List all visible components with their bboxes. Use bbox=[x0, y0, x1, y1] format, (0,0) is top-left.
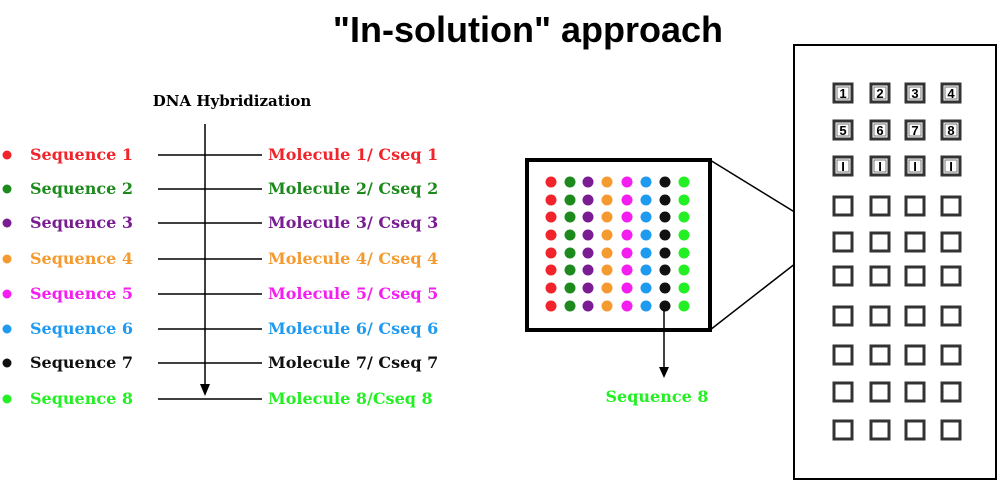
plate-well bbox=[942, 421, 960, 439]
molecule-label: Molecule 7/ Cseq 7 bbox=[268, 353, 439, 372]
zoomed-well bbox=[527, 160, 710, 330]
plate-well bbox=[834, 157, 852, 175]
well-label: 8 bbox=[947, 123, 955, 138]
bead-dot bbox=[602, 230, 613, 241]
bead-dot bbox=[622, 265, 633, 276]
plate-well bbox=[906, 346, 924, 364]
bead-dot bbox=[622, 301, 633, 312]
bead-dot bbox=[546, 248, 557, 259]
bead-dot bbox=[660, 230, 671, 241]
bead-dot bbox=[641, 195, 652, 206]
sequence-dot bbox=[3, 151, 12, 160]
plate-well bbox=[942, 157, 960, 175]
well-label: 4 bbox=[947, 86, 955, 101]
sequence-row bbox=[3, 249, 439, 268]
bead-dot bbox=[602, 265, 613, 276]
plate-well bbox=[906, 421, 924, 439]
plate-well bbox=[834, 84, 852, 102]
well-label: 2 bbox=[876, 86, 884, 101]
sequence-dot bbox=[3, 395, 12, 404]
bead-dot bbox=[641, 177, 652, 188]
plate-well bbox=[834, 346, 852, 364]
bead-dot bbox=[641, 230, 652, 241]
well-label: I bbox=[878, 159, 882, 174]
well-label: 6 bbox=[876, 123, 884, 138]
bead-dot bbox=[641, 212, 652, 223]
sequence-dot bbox=[3, 359, 12, 368]
bead-dot bbox=[565, 283, 576, 294]
plate-well bbox=[871, 421, 889, 439]
sequence-row bbox=[3, 353, 439, 372]
sequence-label: Sequence 2 bbox=[30, 179, 133, 198]
sequence-dot bbox=[3, 219, 12, 228]
bead-dot bbox=[641, 248, 652, 259]
bead-dot bbox=[583, 301, 594, 312]
plate-well bbox=[871, 307, 889, 325]
bead-dot bbox=[679, 195, 690, 206]
hybridization-label: DNA Hybridization bbox=[152, 92, 312, 110]
diagram-title: "In-solution" approach bbox=[332, 9, 724, 50]
bead-dot bbox=[583, 177, 594, 188]
well-label: 5 bbox=[839, 123, 847, 138]
bead-dot bbox=[602, 212, 613, 223]
molecule-label: Molecule 5/ Cseq 5 bbox=[268, 284, 439, 303]
sequence-dot bbox=[3, 185, 12, 194]
molecule-label: Molecule 4/ Cseq 4 bbox=[268, 249, 439, 268]
sequence-label: Sequence 4 bbox=[30, 249, 133, 268]
bead-dot bbox=[583, 265, 594, 276]
bead-dot bbox=[679, 212, 690, 223]
bead-dot bbox=[622, 283, 633, 294]
well-label: I bbox=[841, 159, 845, 174]
well-label: 1 bbox=[839, 86, 847, 101]
plate-well bbox=[834, 121, 852, 139]
bead-dot bbox=[679, 248, 690, 259]
plate-well bbox=[834, 233, 852, 251]
well-label: 3 bbox=[911, 86, 919, 101]
well-label: I bbox=[913, 159, 917, 174]
bead-dot bbox=[546, 265, 557, 276]
well-label: I bbox=[949, 159, 953, 174]
plate-well bbox=[906, 121, 924, 139]
bead-dot bbox=[565, 195, 576, 206]
plate-well bbox=[834, 267, 852, 285]
plate-well bbox=[871, 157, 889, 175]
plate-well bbox=[942, 84, 960, 102]
plate-well bbox=[942, 307, 960, 325]
bead-dot bbox=[546, 301, 557, 312]
plate-well bbox=[942, 383, 960, 401]
plate-well bbox=[942, 233, 960, 251]
bead-dot bbox=[565, 230, 576, 241]
molecule-label: Molecule 2/ Cseq 2 bbox=[268, 179, 439, 198]
bead-dot bbox=[641, 265, 652, 276]
sequence-dot bbox=[3, 325, 12, 334]
plate-well bbox=[906, 383, 924, 401]
bead-dot bbox=[679, 265, 690, 276]
sequence-row bbox=[3, 319, 439, 338]
bead-dot bbox=[660, 177, 671, 188]
bead-dot bbox=[565, 301, 576, 312]
bead-dot bbox=[583, 212, 594, 223]
sequence-row bbox=[3, 284, 439, 303]
bead-dot bbox=[679, 177, 690, 188]
sequence-label: Sequence 3 bbox=[30, 213, 133, 232]
hybridization-arrow bbox=[200, 124, 210, 396]
plate-well bbox=[942, 197, 960, 215]
sequence-label: Sequence 6 bbox=[30, 319, 133, 338]
bead-dot bbox=[546, 212, 557, 223]
bead-dot bbox=[641, 283, 652, 294]
plate-well bbox=[834, 383, 852, 401]
plate-well bbox=[906, 84, 924, 102]
microplate bbox=[794, 45, 996, 479]
bead-dot bbox=[641, 301, 652, 312]
bead-dot bbox=[583, 248, 594, 259]
molecule-label: Molecule 3/ Cseq 3 bbox=[268, 213, 439, 232]
bead-dot bbox=[583, 195, 594, 206]
bead-dot bbox=[660, 301, 671, 312]
bead-dot bbox=[546, 283, 557, 294]
bead-dot bbox=[622, 212, 633, 223]
bead-dot bbox=[602, 177, 613, 188]
bead-dot bbox=[622, 248, 633, 259]
sequence-row bbox=[3, 179, 439, 198]
bead-dot bbox=[660, 248, 671, 259]
sequence-label: Sequence 8 bbox=[30, 389, 133, 408]
zoom-sequence-label: Sequence 8 bbox=[605, 387, 709, 406]
bead-dot bbox=[660, 283, 671, 294]
plate-well bbox=[906, 233, 924, 251]
plate-well bbox=[871, 267, 889, 285]
plate-well bbox=[871, 346, 889, 364]
bead-dot bbox=[660, 195, 671, 206]
sequence-row bbox=[3, 145, 439, 164]
plate-well bbox=[834, 421, 852, 439]
bead-dot bbox=[565, 265, 576, 276]
bead-dot bbox=[679, 230, 690, 241]
sequence-label: Sequence 5 bbox=[30, 284, 133, 303]
bead-dot bbox=[602, 248, 613, 259]
sequence-row bbox=[3, 213, 439, 232]
well-label: 7 bbox=[911, 123, 919, 138]
bead-dot bbox=[622, 177, 633, 188]
bead-dot bbox=[679, 283, 690, 294]
plate-well bbox=[942, 267, 960, 285]
bead-dot bbox=[583, 283, 594, 294]
bead-dot bbox=[660, 265, 671, 276]
bead-dot bbox=[679, 301, 690, 312]
sequence-label: Sequence 1 bbox=[30, 145, 133, 164]
plate-well bbox=[834, 307, 852, 325]
plate-well bbox=[871, 197, 889, 215]
plate-well bbox=[871, 121, 889, 139]
bead-dot bbox=[622, 195, 633, 206]
bead-dot bbox=[565, 177, 576, 188]
bead-dot bbox=[546, 177, 557, 188]
plate-well bbox=[871, 233, 889, 251]
molecule-label: Molecule 1/ Cseq 1 bbox=[268, 145, 439, 164]
molecule-label: Molecule 8/Cseq 8 bbox=[268, 389, 433, 408]
bead-dot bbox=[602, 195, 613, 206]
bead-dot bbox=[583, 230, 594, 241]
plate-well bbox=[871, 383, 889, 401]
sequence-row bbox=[3, 389, 433, 408]
bead-dot bbox=[565, 212, 576, 223]
bead-dot bbox=[565, 248, 576, 259]
sequence-label: Sequence 7 bbox=[30, 353, 133, 372]
bead-dot bbox=[622, 230, 633, 241]
plate-well bbox=[942, 346, 960, 364]
plate-well bbox=[906, 197, 924, 215]
plate-well bbox=[906, 267, 924, 285]
plate-well bbox=[906, 307, 924, 325]
molecule-label: Molecule 6/ Cseq 6 bbox=[268, 319, 439, 338]
plate-well bbox=[871, 84, 889, 102]
plate-well bbox=[906, 157, 924, 175]
sequence-dot bbox=[3, 255, 12, 264]
sequence-rows bbox=[3, 145, 439, 408]
bead-dot bbox=[602, 283, 613, 294]
bead-dot bbox=[660, 212, 671, 223]
bead-dot bbox=[546, 230, 557, 241]
bead-dot bbox=[602, 301, 613, 312]
plate-well bbox=[942, 121, 960, 139]
plate-well bbox=[834, 197, 852, 215]
sequence-dot bbox=[3, 290, 12, 299]
bead-dot bbox=[546, 195, 557, 206]
